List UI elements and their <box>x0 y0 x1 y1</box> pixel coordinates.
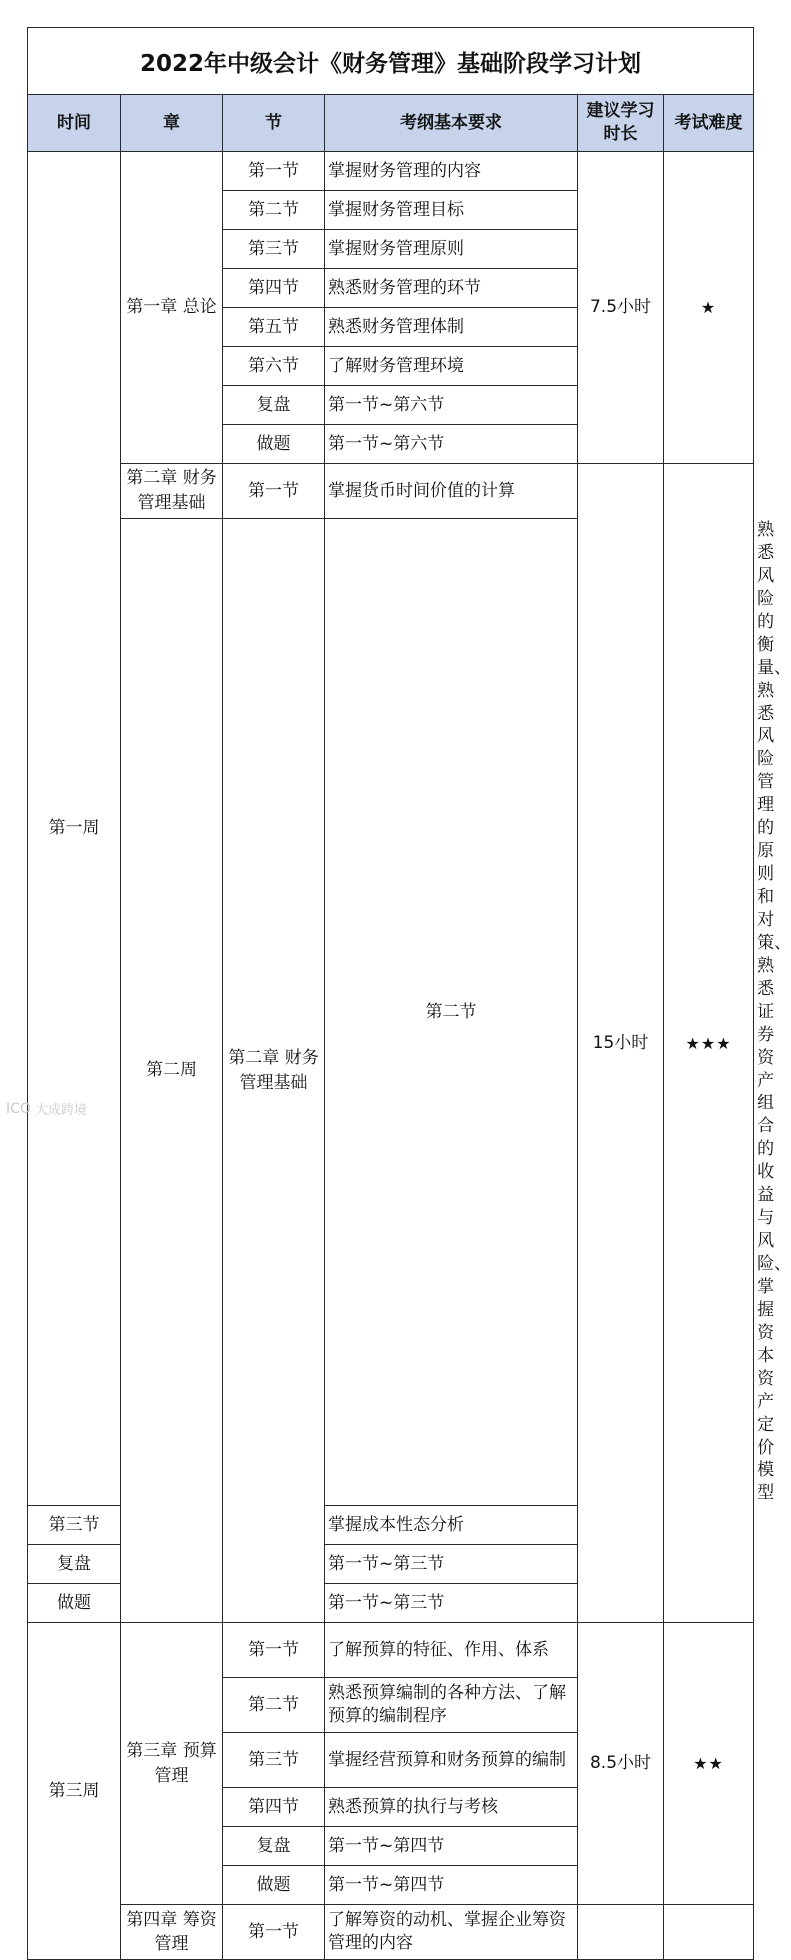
requirement-cell: 第一节~第四节 <box>325 1827 578 1866</box>
requirement-cell: 熟悉财务管理的环节 <box>325 269 578 308</box>
week-label: 第一周 <box>28 152 121 1506</box>
hours-cell: 15小时 <box>578 464 664 1623</box>
requirement-cell: 了解财务管理环境 <box>325 347 578 386</box>
section-cell: 做题 <box>223 425 325 464</box>
header-hours: 建议学习时长 <box>578 95 664 152</box>
requirement-cell: 第一节~第四节 <box>325 1866 578 1905</box>
requirement-cell: 熟悉财务管理体制 <box>325 308 578 347</box>
section-cell: 第四节 <box>223 1788 325 1827</box>
requirement-cell: 掌握财务管理目标 <box>325 191 578 230</box>
study-plan-sheet <box>27 27 791 1955</box>
table-row <box>28 1623 754 1678</box>
requirement-cell: 掌握经营预算和财务预算的编制 <box>325 1733 578 1788</box>
requirement-cell: 掌握财务管理的内容 <box>325 152 578 191</box>
requirement-cell: 了解筹资的动机、掌握企业筹资管理的内容 <box>325 1905 578 1960</box>
section-cell: 第六节 <box>223 347 325 386</box>
header-row <box>28 95 754 152</box>
watermark-text: 大成跨境 <box>34 1103 87 1118</box>
section-cell: 复盘 <box>223 1827 325 1866</box>
requirement-cell: 熟悉预算编制的各种方法、了解预算的编制程序 <box>325 1678 578 1733</box>
week-label: 第二周 <box>121 519 223 1623</box>
difficulty-stars: ★★ <box>664 1623 754 1905</box>
watermark-logo-icon: ICO <box>6 1100 31 1117</box>
study-plan-table <box>27 27 791 1960</box>
requirement-cell: 掌握财务管理原则 <box>325 230 578 269</box>
table-row: 第二周 第二章 财务管理基础 第二节 熟悉风险的衡量、熟悉风险管理的原则和对策、熟悉证券资产组合的收益与风险、掌握资本资产定价模型 <box>28 519 754 1506</box>
hours-cell: 8.5小时 <box>578 1623 664 1905</box>
section-cell: 做题 <box>223 1866 325 1905</box>
week-label: 第三周 <box>28 1623 121 1960</box>
chapter-cell: 第二章 财务管理基础 <box>121 464 223 519</box>
section-cell: 第二节 <box>325 519 578 1506</box>
hours-cell-empty <box>578 1905 664 1960</box>
table-row <box>28 464 754 519</box>
section-cell: 第三节 <box>223 1733 325 1788</box>
section-cell: 第一节 <box>223 152 325 191</box>
chapter-cell: 第一章 总论 <box>121 152 223 464</box>
header-requirement: 考纲基本要求 <box>325 95 578 152</box>
difficulty-stars: ★★★ <box>664 464 754 1623</box>
hours-cell: 7.5小时 <box>578 152 664 464</box>
requirement-cell: 熟悉预算的执行与考核 <box>325 1788 578 1827</box>
requirement-cell: 掌握成本性态分析 <box>325 1506 578 1545</box>
requirement-cell: 第一节~第六节 <box>325 386 578 425</box>
requirement-cell: 第一节~第三节 <box>325 1545 578 1584</box>
requirement-cell: 了解预算的特征、作用、体系 <box>325 1623 578 1678</box>
section-cell: 复盘 <box>28 1545 121 1584</box>
section-cell: 第一节 <box>223 1623 325 1678</box>
section-cell: 第一节 <box>223 1905 325 1960</box>
table-title: 2022年中级会计《财务管理》基础阶段学习计划 <box>28 28 754 95</box>
chapter-cell: 第三章 预算管理 <box>121 1623 223 1905</box>
requirement-cell: 第一节~第六节 <box>325 425 578 464</box>
table-row <box>28 152 754 191</box>
section-cell: 第五节 <box>223 308 325 347</box>
header-difficulty: 考试难度 <box>664 95 754 152</box>
chapter-cell: 第二章 财务管理基础 <box>223 519 325 1623</box>
watermark <box>6 1099 87 1118</box>
section-cell: 第三节 <box>28 1506 121 1545</box>
table-row <box>28 1905 754 1960</box>
section-cell: 做题 <box>28 1584 121 1623</box>
chapter-cell: 第四章 筹资管理 <box>121 1905 223 1960</box>
difficulty-cell-empty <box>664 1905 754 1960</box>
requirement-cell: 第一节~第三节 <box>325 1584 578 1623</box>
section-cell: 第一节 <box>223 464 325 519</box>
section-cell: 第二节 <box>223 191 325 230</box>
header-section: 节 <box>223 95 325 152</box>
section-cell: 复盘 <box>223 386 325 425</box>
header-chapter: 章 <box>121 95 223 152</box>
requirement-cell: 掌握货币时间价值的计算 <box>325 464 578 519</box>
header-time: 时间 <box>28 95 121 152</box>
difficulty-stars: ★ <box>664 152 754 464</box>
section-cell: 第四节 <box>223 269 325 308</box>
section-cell: 第二节 <box>223 1678 325 1733</box>
section-cell: 第三节 <box>223 230 325 269</box>
